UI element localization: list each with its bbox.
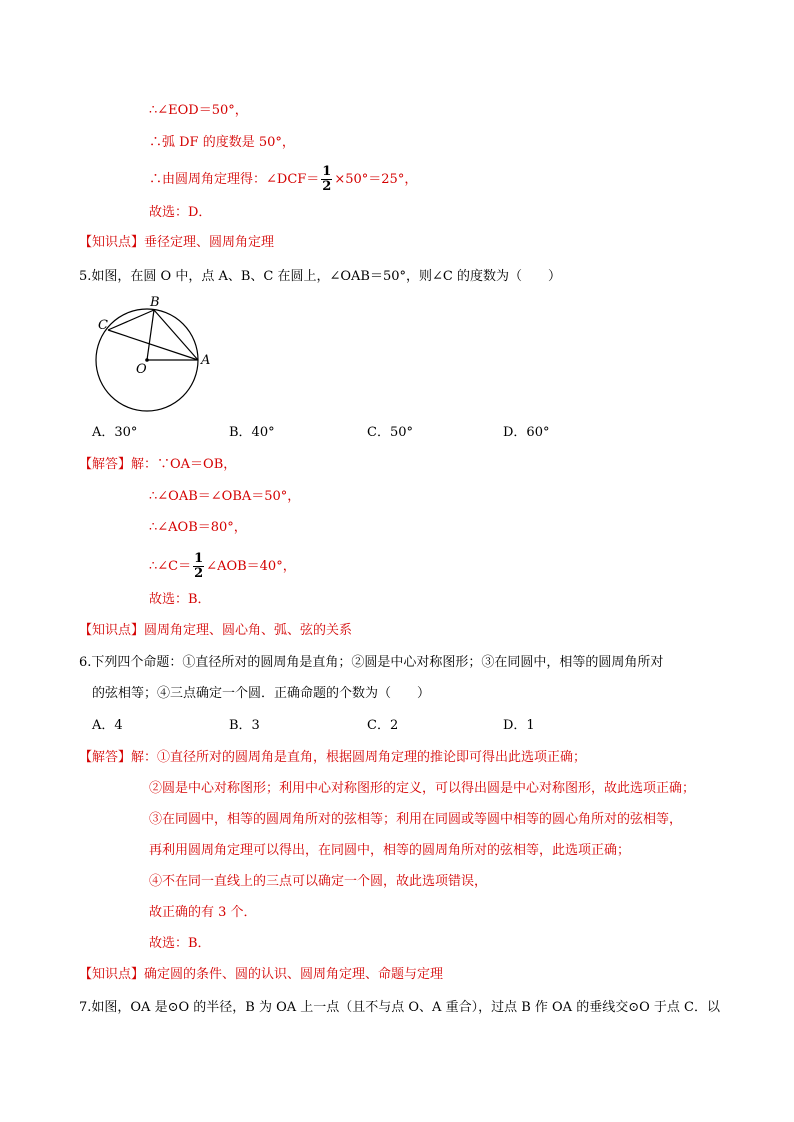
label-C: C xyxy=(98,318,108,333)
label-A: A xyxy=(201,353,211,368)
q5-option-c: C．50° xyxy=(367,425,413,440)
prev-solution-line-1: ∴∠EOD＝50°， xyxy=(149,103,248,118)
q6-option-b: B．3 xyxy=(229,718,260,733)
q5-answer-choice: 故选：B． xyxy=(149,592,211,607)
q6-option-a: A．4 xyxy=(92,718,123,733)
q5-option-a: A．30° xyxy=(92,425,138,440)
prev-solution-line-3 xyxy=(149,165,417,194)
knowledge-tag: 【知识点】 xyxy=(79,623,145,638)
answer-tag: 【解答】 xyxy=(79,457,132,472)
q6-answer-line-5: ④不在同一直线上的三点可以确定一个圆，故此选项错误， xyxy=(149,874,488,889)
prev-solution-line-3-b: ×50°＝25°， xyxy=(334,172,418,187)
radius-OB xyxy=(147,310,154,360)
q6-answer-line-4: 再利用圆周角定理可以得出，在同圆中，相等的圆周角所对的弦相等，此选项正确； xyxy=(149,843,631,858)
prev-answer-choice: 故选：D． xyxy=(149,205,212,220)
q5-answer-line-2: ∴∠OAB＝∠OBA＝50°， xyxy=(149,489,301,504)
q6-answer-line-1 xyxy=(79,749,586,767)
q6-answer-line-2: ②圆是中心对称图形；利用中心对称图形的定义，可以得出圆是中心对称图形，故此选项正确； xyxy=(149,781,696,796)
q5-answer-line-4-b: ∠AOB＝40°， xyxy=(206,559,296,574)
q6-answer-choice: 故选：B． xyxy=(149,936,211,951)
knowledge-text: 垂径定理、圆周角定理 xyxy=(144,235,275,250)
prev-solution-line-2: ∴弧 DF 的度数是 50°， xyxy=(149,135,295,150)
fraction-denominator: 2 xyxy=(322,179,332,194)
q5-answer-line-4-a: ∴∠C＝ xyxy=(149,559,192,574)
fraction-denominator: 2 xyxy=(194,566,204,581)
prev-solution-line-3-a: ∴由圆周角定理得：∠DCF＝ xyxy=(149,172,320,187)
knowledge-tag: 【知识点】 xyxy=(79,235,145,250)
answer-tag: 【解答】 xyxy=(79,750,132,765)
fraction-numerator: 1 xyxy=(194,551,204,566)
knowledge-text: 确定圆的条件、圆的认识、圆周角定理、命题与定理 xyxy=(144,967,444,982)
q5-answer-line-4 xyxy=(149,552,296,581)
q5-answer-line-1 xyxy=(79,456,236,474)
knowledge-tag: 【知识点】 xyxy=(79,967,145,982)
q6-answer-line-3: ③在同圆中，相等的圆周角所对的弦相等；利用在同圆或等圆中相等的圆心角所对的弦相等， xyxy=(149,812,683,827)
prev-knowledge-point xyxy=(79,234,274,252)
q6-answer-line-6: 故正确的有 3 个． xyxy=(149,905,257,920)
fraction-half xyxy=(193,552,204,581)
fraction-numerator: 1 xyxy=(322,164,332,179)
q6-option-d: D．1 xyxy=(503,718,535,733)
q5-knowledge-point xyxy=(79,622,352,640)
q6-knowledge-point xyxy=(79,966,443,984)
label-B: B xyxy=(150,295,160,310)
answer-text: 解：①直径所对的圆周角是直角，根据圆周角定理的推论即可得出此选项正确； xyxy=(131,750,587,765)
q5-option-b: B．40° xyxy=(229,425,275,440)
q5-answer-line-3: ∴∠AOB＝80°， xyxy=(149,520,247,535)
q5-stem: 5.如图，在圆 O 中，点 A、B、C 在圆上，∠OAB＝50°，则∠C 的度数为（ ） xyxy=(79,269,561,284)
q5-option-d: D．60° xyxy=(503,425,550,440)
label-O: O xyxy=(136,362,147,377)
q6-option-c: C．2 xyxy=(367,718,399,733)
q6-stem-line-1: 6.下列四个命题：①直径所对的圆周角是直角；②圆是中心对称图形；③在同圆中，相等的圆周角所对 xyxy=(79,655,664,670)
fraction-half xyxy=(321,165,332,194)
knowledge-text: 圆周角定理、圆心角、弧、弦的关系 xyxy=(144,623,353,638)
q6-stem-line-2: 的弦相等；④三点确定一个圆．正确命题的个数为（ ） xyxy=(92,686,431,701)
q5-circle-figure xyxy=(90,292,220,420)
q7-stem: 7.如图，OA 是⊙O 的半径，B 为 OA 上一点（且不与点 O、A 重合），过点 B 作 OA 的垂线交⊙O 于点 C．以 xyxy=(79,1000,720,1015)
answer-text: 解：∵OA＝OB， xyxy=(131,457,237,472)
